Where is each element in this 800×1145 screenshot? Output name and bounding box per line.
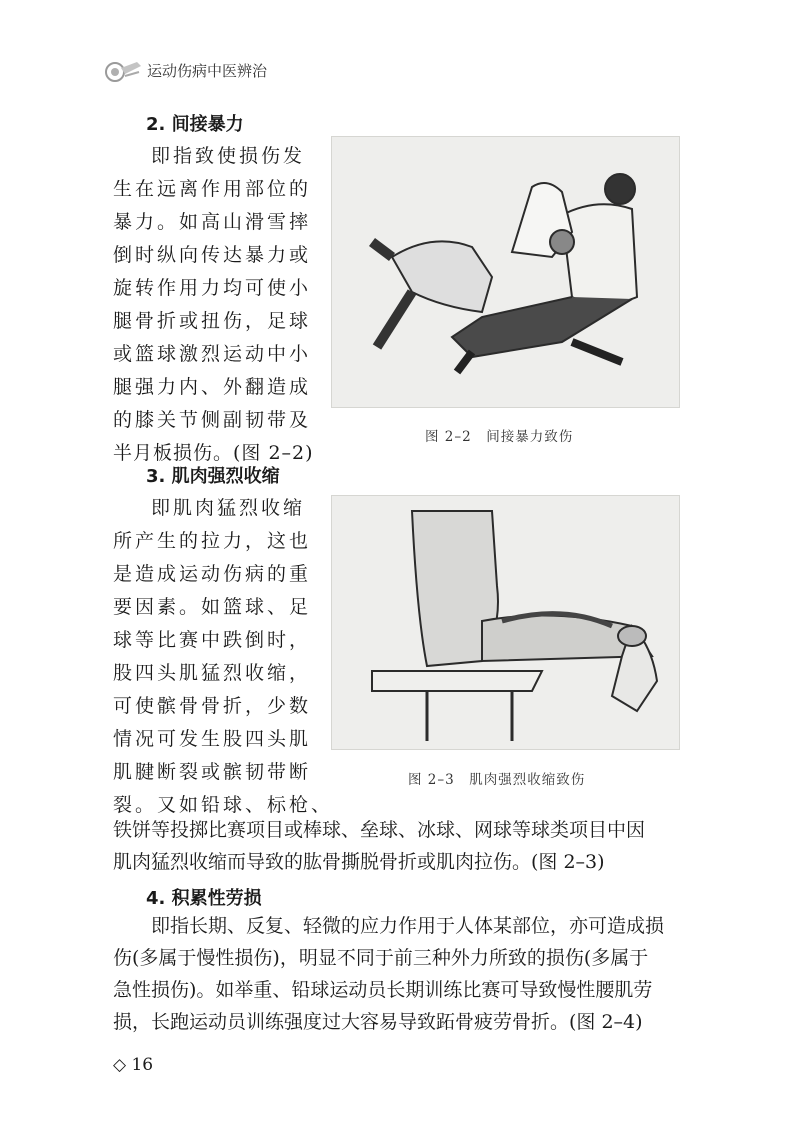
- section-heading-chronic-strain: 4. 积累性劳损: [146, 888, 262, 909]
- text-line: 腿强力内、外翻造成: [113, 376, 312, 398]
- text-line: 所产生的拉力，这也: [113, 530, 312, 552]
- text-line: 肌腱断裂或髌韧带断: [113, 761, 312, 783]
- text-line: 暴力。如高山滑雪摔: [113, 211, 312, 233]
- running-header-title: 运动伤病中医辨治: [147, 62, 268, 80]
- text-line-full: 伤(多属于慢性损伤)，明显不同于前三种外力所致的损伤(多属于: [113, 947, 649, 969]
- muscle-contraction-paragraph: [113, 492, 334, 822]
- figure-indirect-force-illustration: [331, 136, 680, 408]
- text-line: 腿骨折或扭伤，足球: [113, 310, 312, 332]
- figure-2-2-caption: 图 2–2 间接暴力致伤: [425, 429, 574, 445]
- leg-sketch: [332, 496, 679, 749]
- wrestling-sketch: [332, 137, 679, 407]
- text-line: 是造成运动伤病的重: [113, 563, 312, 585]
- section-heading-muscle-contraction: 3. 肌肉强烈收缩: [146, 466, 280, 487]
- figure-2-3-caption: 图 2–3 肌肉强烈收缩致伤: [408, 772, 586, 788]
- text-line-full: 即指长期、反复、轻微的应力作用于人体某部位，亦可造成损: [151, 915, 665, 937]
- text-line: 半月板损伤。(图 2–2): [113, 442, 314, 464]
- text-line: 即指致使损伤发: [151, 145, 306, 167]
- text-line: 即肌肉猛烈收缩: [151, 497, 306, 519]
- text-line-full: 铁饼等投掷比赛项目或棒球、垒球、冰球、网球等球类项目中因: [113, 819, 646, 841]
- indirect-force-paragraph: [113, 140, 325, 470]
- page-number: ◇ 16: [113, 1055, 154, 1075]
- text-line: 的膝关节侧副韧带及: [113, 409, 312, 431]
- book-logo-icon: [103, 60, 143, 82]
- text-line-full: 肌肉猛烈收缩而导致的肱骨撕脱骨折或肌肉拉伤。(图 2–3): [113, 851, 605, 873]
- text-line: 要因素。如篮球、足: [113, 596, 312, 618]
- section-heading-indirect-force: 2. 间接暴力: [146, 114, 244, 135]
- text-line-full: 损，长跑运动员训练强度过大容易导致跖骨疲劳骨折。(图 2–4): [113, 1011, 643, 1033]
- text-line: 倒时纵向传达暴力或: [113, 244, 312, 266]
- text-line: 球等比赛中跌倒时，: [113, 629, 312, 651]
- text-line: 股四头肌猛烈收缩，: [113, 662, 312, 684]
- text-line: 可使髌骨骨折，少数: [113, 695, 312, 717]
- text-line: 裂。又如铅球、标枪、: [113, 794, 334, 816]
- text-line: 旋转作用力均可使小: [113, 277, 312, 299]
- text-line-full: 急性损伤)。如举重、铅球运动员长期训练比赛可导致慢性腰肌劳: [113, 979, 653, 1001]
- text-line: 情况可发生股四头肌: [113, 728, 312, 750]
- figure-muscle-contraction-illustration: [331, 495, 680, 750]
- text-line: 生在远离作用部位的: [113, 178, 312, 200]
- text-line: 或篮球激烈运动中小: [113, 343, 312, 365]
